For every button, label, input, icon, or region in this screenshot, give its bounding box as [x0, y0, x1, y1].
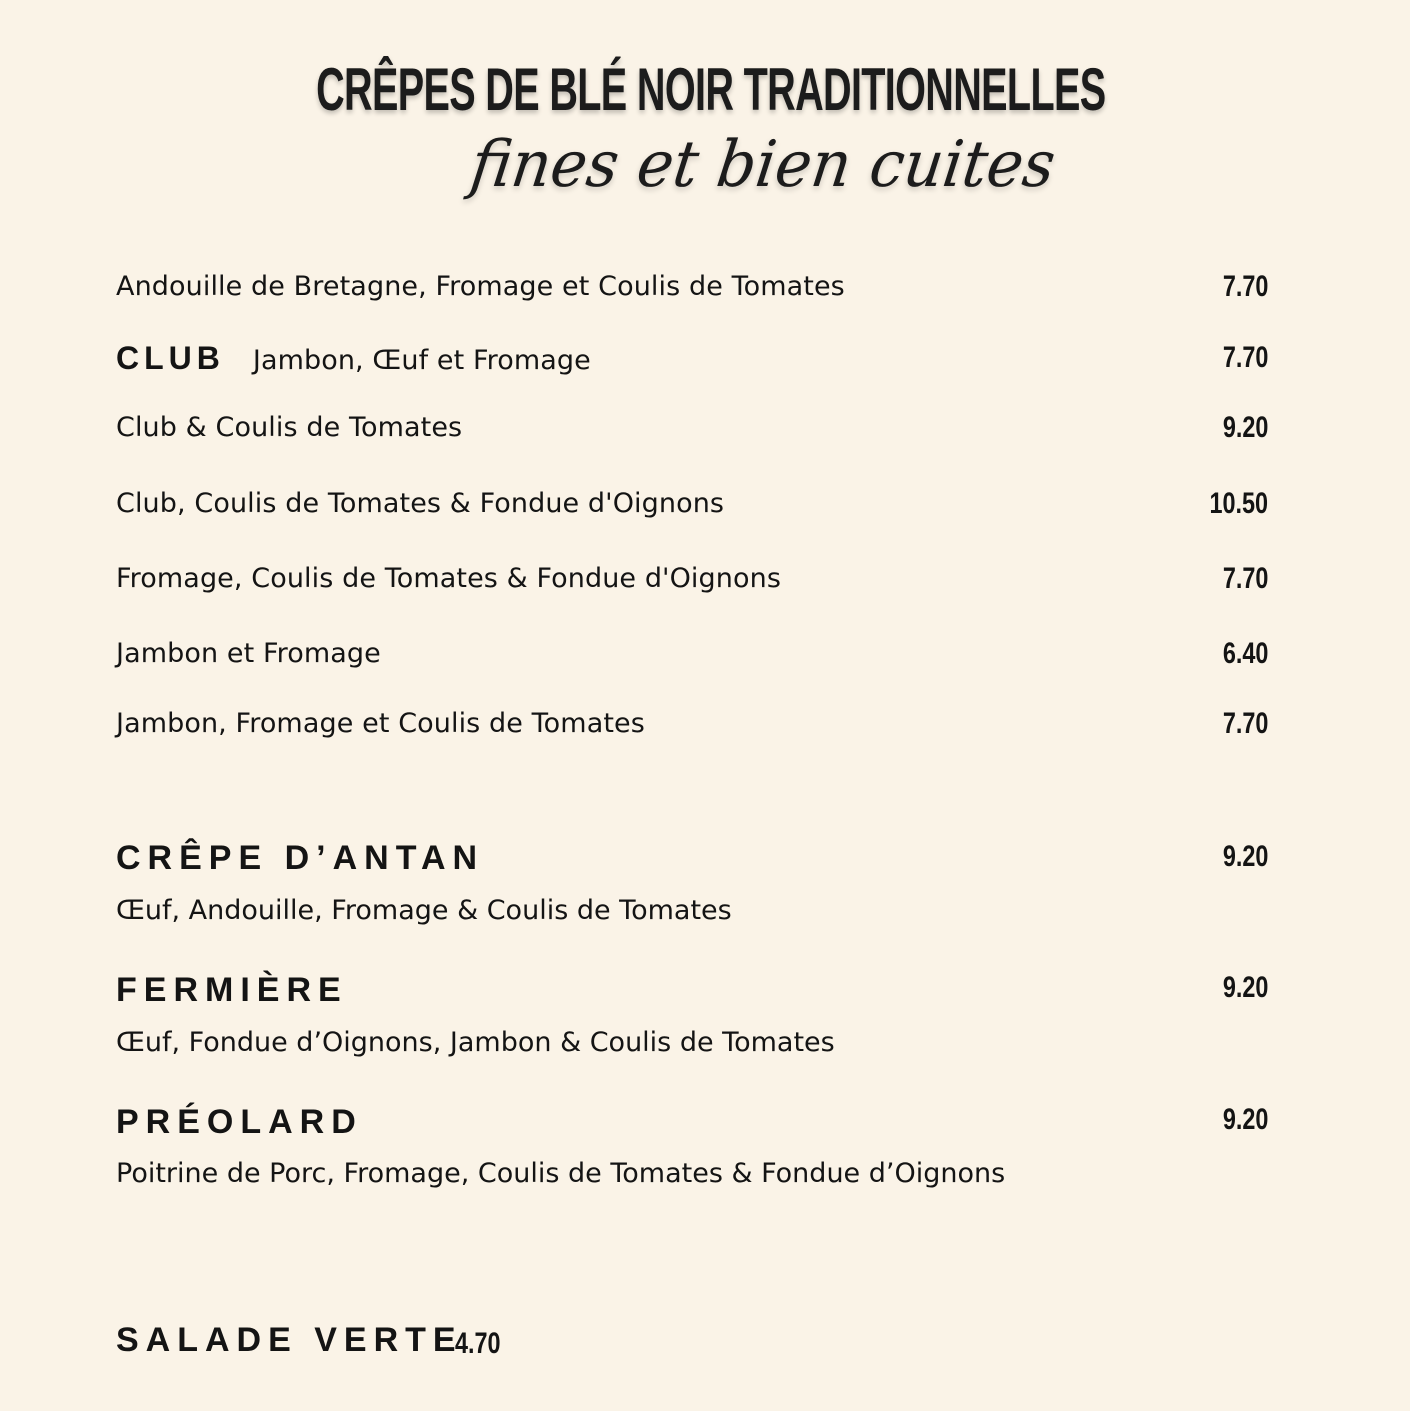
special-name: CRÊPE D’ANTAN [116, 839, 485, 877]
special-description: Œuf, Andouille, Fromage & Coulis de Tomates [116, 895, 732, 926]
menu-item-price: 10.50 [1209, 487, 1268, 520]
menu-item-tag: CLUB [116, 340, 225, 376]
menu-item-description: Jambon et Fromage [116, 638, 381, 669]
menu-item-description: Andouille de Bretagne, Fromage et Coulis de Tomates [116, 271, 845, 302]
side-price: 4.70 [455, 1327, 501, 1360]
menu-item-price: 7.70 [1222, 341, 1268, 374]
special-description: Poitrine de Porc, Fromage, Coulis de Tomates & Fondue d’Oignons [116, 1158, 1006, 1189]
special-description: Œuf, Fondue d’Oignons, Jambon & Coulis de Tomates [116, 1027, 835, 1058]
menu-item-description: Jambon, Fromage et Coulis de Tomates [116, 708, 645, 739]
menu-item-price: 7.70 [1222, 562, 1268, 595]
special-price: 9.20 [1222, 971, 1268, 1004]
special-price: 9.20 [1222, 840, 1268, 873]
menu-item-club [116, 341, 591, 378]
side-name: SALADE VERTE [116, 1321, 463, 1359]
menu-item-price: 7.70 [1222, 270, 1268, 303]
menu-item-description: Jambon, Œuf et Fromage [252, 345, 591, 376]
special-name: FERMIÈRE [116, 971, 348, 1009]
special-name: PRÉOLARD [116, 1103, 363, 1141]
menu-title: CRÊPES DE BLÉ NOIR TRADITIONNELLES [316, 56, 1106, 123]
menu-item-price: 6.40 [1222, 637, 1268, 670]
menu-item-description: Club, Coulis de Tomates & Fondue d'Oignons [116, 488, 725, 519]
menu-item-description: Fromage, Coulis de Tomates & Fondue d'Oignons [116, 563, 781, 594]
menu-item-description: Club & Coulis de Tomates [116, 412, 463, 443]
menu-item-price: 7.70 [1222, 707, 1268, 740]
menu-subtitle: fines et bien cuites [466, 128, 1060, 202]
menu-item-price: 9.20 [1222, 411, 1268, 444]
special-price: 9.20 [1222, 1103, 1268, 1136]
